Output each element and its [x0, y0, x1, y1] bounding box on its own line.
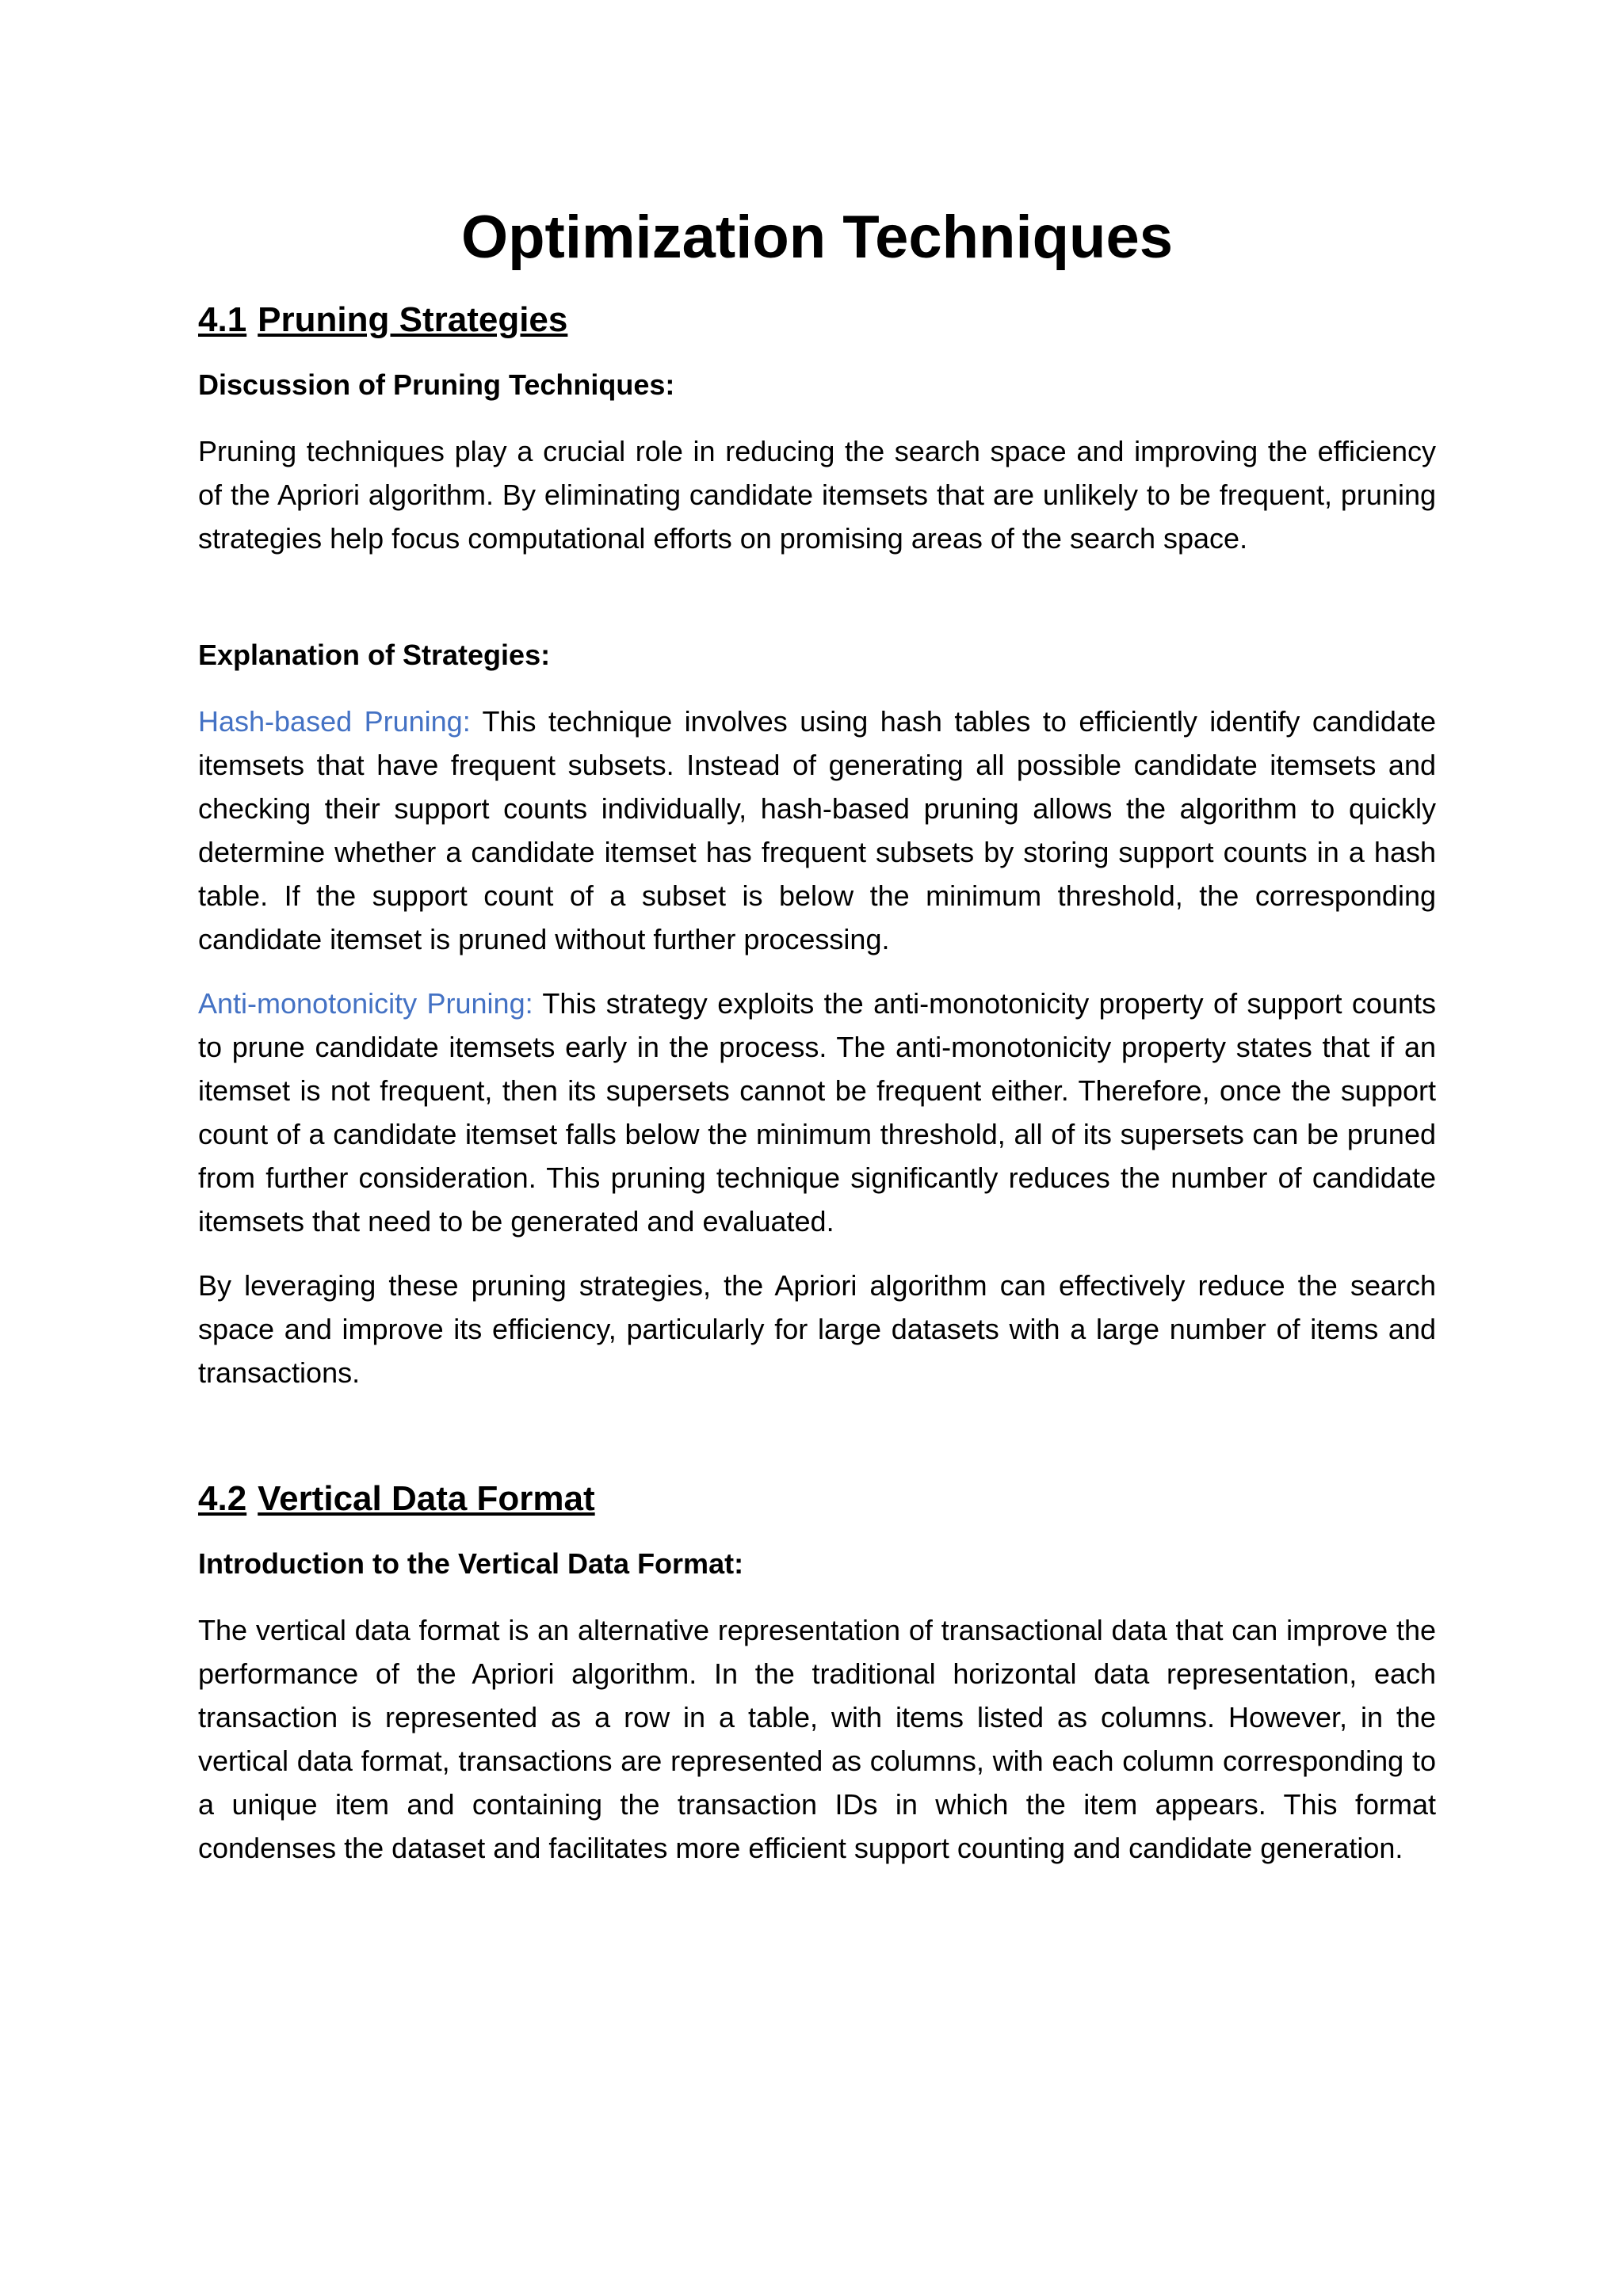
paragraph-discussion: Pruning techniques play a crucial role in reducing the search space and improving the efficiency of the Apriori algorithm. By eliminating candidate itemsets that are unlikely to be frequent, pruning strategies help focus computational efforts on promising areas of the search space. [198, 435, 1436, 555]
paragraph-conclusion: By leveraging these pruning strategies, the Apriori algorithm can effectively reduce the search space and improve its efficiency, particularly for large datasets with a large number of items and transactions. [198, 1269, 1436, 1389]
section-title: Vertical Data Format [258, 1479, 595, 1518]
spacer [198, 1415, 1436, 1475]
paragraph-hash-pruning [198, 700, 1436, 961]
section-number: 4.1 [198, 300, 247, 339]
spacer [198, 581, 1436, 636]
section-heading-vertical-format [198, 1475, 1436, 1523]
page-content [198, 198, 1436, 1890]
hash-pruning-text: This technique involves using hash tables to efficiently identify candidate itemsets that have frequent subsets. Instead of generating all possible candidate itemsets and checking their support counts individually, hash-based pruning allows the algorithm to quickly determine whether a candidate itemset has frequent subsets by storing support counts in a hash table. If the support count of a subset is below the minimum threshold, the corresponding candidate itemset is pruned without further processing. [198, 705, 1436, 955]
anti-monotonicity-text: This strategy exploits the anti-monotonicity property of support counts to prune candidate itemsets early in the process. The anti-monotonicity property states that if an itemset is not frequent, then its supersets cannot be frequent either. Therefore, once the support count of a candidate itemset falls below the minimum threshold, all of its supersets can be pruned from further consideration. This pruning technique significantly reduces the number of candidate itemsets that need to be generated and evaluated. [198, 987, 1436, 1238]
subheading-discussion: Discussion of Pruning Techniques: [198, 368, 675, 401]
page-title: Optimization Techniques [461, 204, 1173, 271]
paragraph-vertical-intro: The vertical data format is an alternative representation of transactional data that can improve the performance of the Apriori algorithm. In the traditional horizontal data representation, each transaction is represented as a row in a table, with items listed as columns. However, in the vertical data format, transactions are represented as columns, with each column corresponding to a unique item and containing the transaction IDs in which the item appears. This format condenses the dataset and facilitates more efficient support counting and candidate generation. [198, 1614, 1436, 1864]
term-hash-pruning: Hash-based Pruning: [198, 705, 471, 738]
subheading-introduction: Introduction to the Vertical Data Format: [198, 1547, 744, 1580]
section-number: 4.2 [198, 1479, 247, 1518]
term-anti-monotonicity: Anti-monotonicity Pruning: [198, 987, 533, 1020]
subheading-explanation: Explanation of Strategies: [198, 639, 551, 671]
section-title: Pruning Strategies [258, 300, 568, 339]
section-heading-pruning [198, 296, 1436, 344]
paragraph-anti-monotonicity [198, 982, 1436, 1243]
